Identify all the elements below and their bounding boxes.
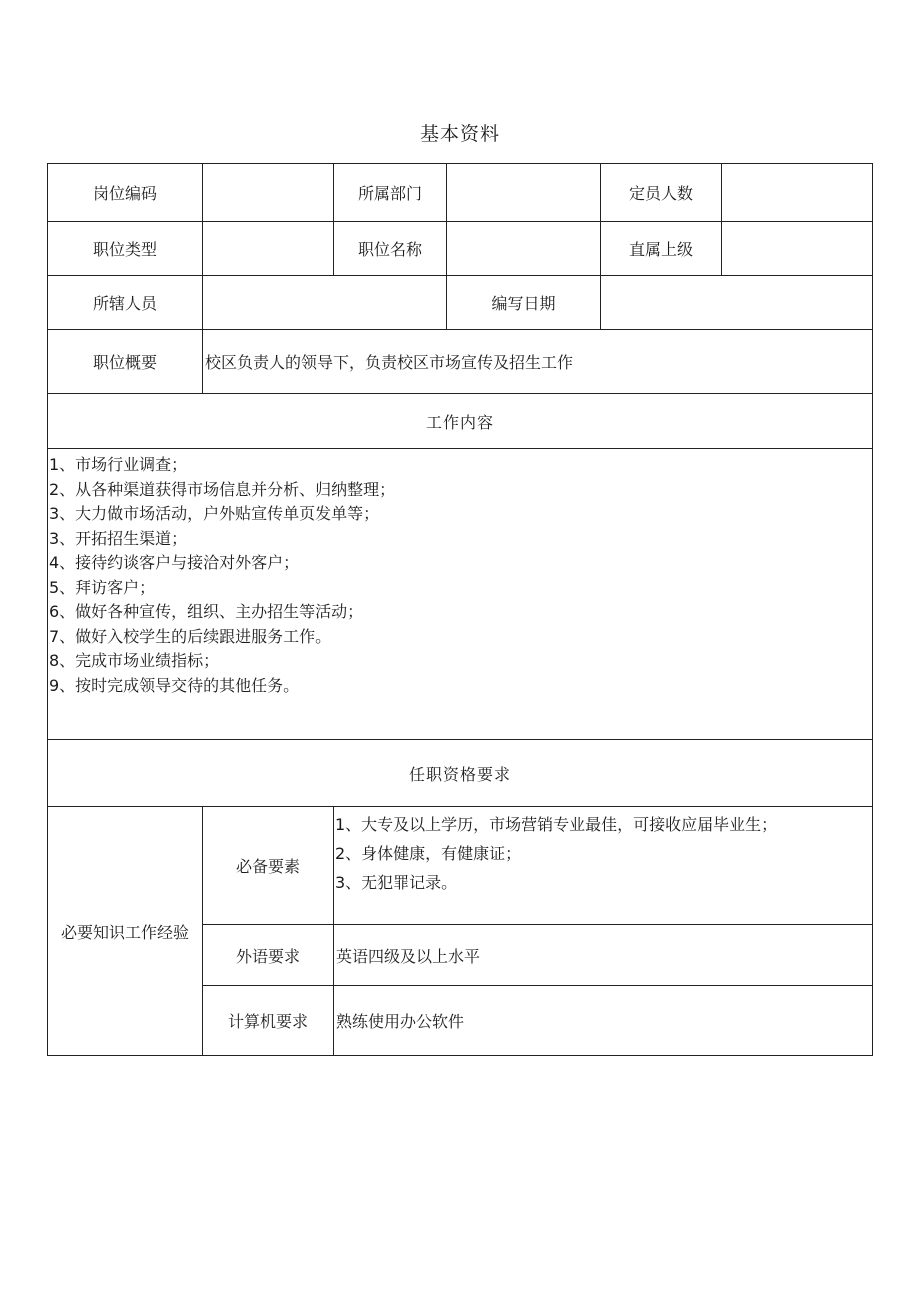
table-row xyxy=(48,394,873,449)
computer-label: 计算机要求 xyxy=(203,986,334,1056)
list-item: 3、开拓招生渠道； xyxy=(49,528,188,548)
summary-value: 校区负责人的领导下，负责校区市场宣传及招生工作 xyxy=(203,330,873,394)
list-item: 3、大力做市场活动，户外贴宣传单页发单等； xyxy=(49,504,380,523)
list-item: 1、市场行业调查； xyxy=(49,455,188,474)
position-type-label: 职位类型 xyxy=(48,222,203,276)
language-value: 英语四级及以上水平 xyxy=(334,925,873,986)
dept-label: 所属部门 xyxy=(334,164,447,222)
knowledge-experience-label: 必要知识工作经验 xyxy=(48,807,203,1056)
list-item: 9、按时完成领导交待的其他任务。 xyxy=(49,675,300,695)
job-description-table xyxy=(47,163,873,1056)
subordinates-value[interactable] xyxy=(203,276,447,330)
page-title: 基本资料 xyxy=(419,123,500,145)
table-row xyxy=(48,164,873,222)
summary-label: 职位概要 xyxy=(48,330,203,394)
date-value[interactable] xyxy=(601,276,873,330)
table-row xyxy=(48,276,873,330)
position-type-value[interactable] xyxy=(203,222,334,276)
date-label: 编写日期 xyxy=(447,276,601,330)
list-item: 2、从各种渠道获得市场信息并分析、归纳整理； xyxy=(49,479,396,499)
language-label: 外语要求 xyxy=(203,925,334,986)
post-code-label: 岗位编码 xyxy=(48,164,203,222)
work-content-list xyxy=(48,449,873,740)
table-row xyxy=(48,449,873,740)
list-item: 1、大专及以上学历，市场营销专业最佳，可接收应届毕业生； xyxy=(335,815,778,834)
headcount-value[interactable] xyxy=(722,164,873,222)
post-code-value[interactable] xyxy=(203,164,334,222)
required-factors-label: 必备要素 xyxy=(203,807,334,925)
table-row xyxy=(48,740,873,807)
list-item: 8、完成市场业绩指标； xyxy=(49,651,220,670)
position-name-label: 职位名称 xyxy=(334,222,447,276)
work-content-heading: 工作内容 xyxy=(48,394,873,449)
supervisor-value[interactable] xyxy=(722,222,873,276)
computer-value: 熟练使用办公软件 xyxy=(334,986,873,1056)
list-item: 5、拜访客户； xyxy=(49,577,156,597)
list-item: 4、接待约谈客户与接洽对外客户； xyxy=(49,553,300,572)
list-item: 7、做好入校学生的后续跟进服务工作。 xyxy=(49,626,332,646)
list-item: 3、无犯罪记录。 xyxy=(335,873,458,892)
list-item: 6、做好各种宣传，组织、主办招生等活动； xyxy=(49,602,364,621)
required-factors-list xyxy=(334,807,873,925)
list-item: 2、身体健康，有健康证； xyxy=(335,844,522,863)
position-name-value[interactable] xyxy=(447,222,601,276)
qualifications-heading: 任职资格要求 xyxy=(48,740,873,807)
dept-value[interactable] xyxy=(447,164,601,222)
table-row xyxy=(48,807,873,925)
supervisor-label: 直属上级 xyxy=(601,222,722,276)
table-row xyxy=(48,330,873,394)
headcount-label: 定员人数 xyxy=(601,164,722,222)
subordinates-label: 所辖人员 xyxy=(48,276,203,330)
table-row xyxy=(48,222,873,276)
